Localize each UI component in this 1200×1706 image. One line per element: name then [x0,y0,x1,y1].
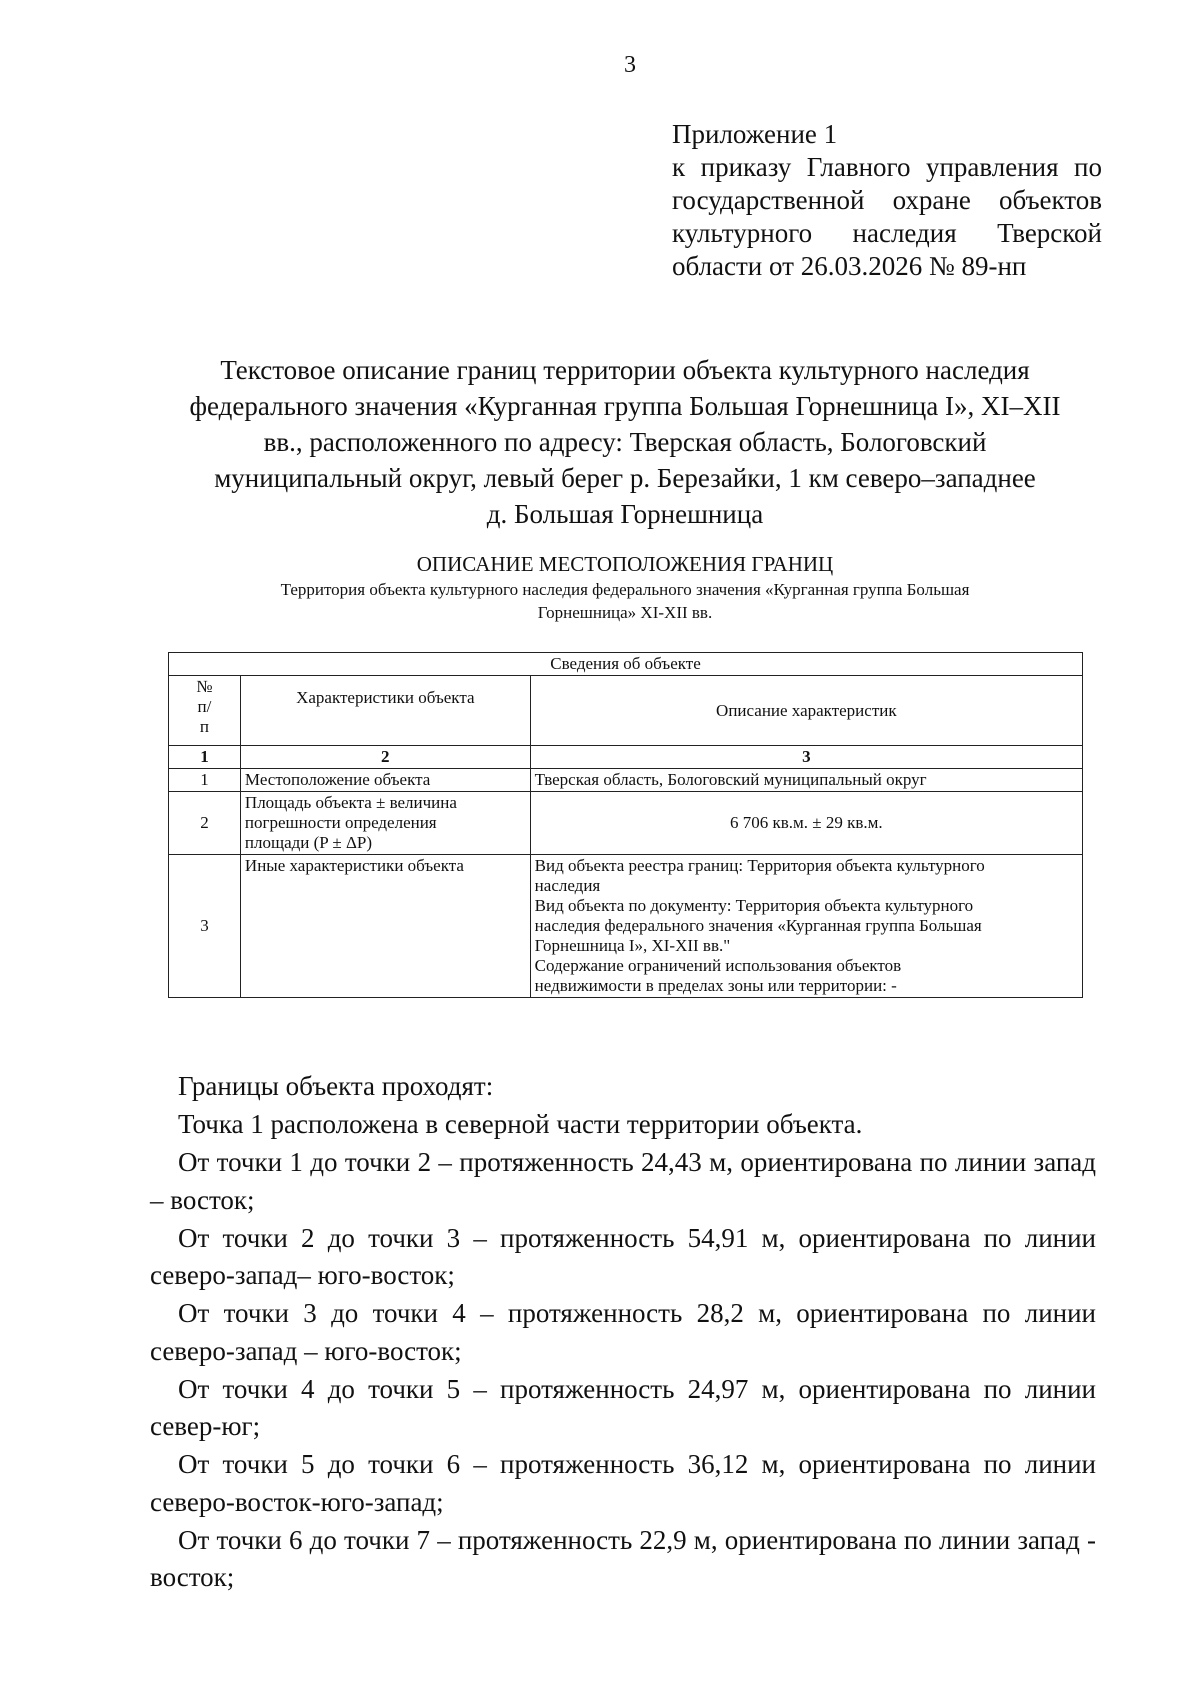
row-value [530,855,1082,998]
row-name-line: погрешности определения [244,813,437,832]
row-number: 3 [169,855,241,998]
row-value-line: Вид объекта по документу: Территория объекта культурного [534,896,974,915]
heading-line: федерального значения «Курганная группа Большая Горнешница I», XI–XII [189,391,1061,421]
section-caps-title: ОПИСАНИЕ МЕСТОПОЛОЖЕНИЯ ГРАНИЦ [416,552,834,576]
table-index-row [169,746,1083,769]
paragraph: Точка 1 расположена в северной части территории объекта. [178,1109,863,1139]
table-row [169,792,1083,855]
table-header-row [169,676,1083,746]
row-number: 2 [169,792,241,855]
row-value-line: Содержание ограничений использования объектов [534,956,902,975]
header-description: Описание характеристик [530,676,1082,746]
index-cell: 2 [240,746,530,769]
object-info-table [168,652,1083,998]
table-row [169,769,1083,792]
index-cell: 1 [169,746,241,769]
index-cell: 3 [530,746,1082,769]
row-value: 6 706 кв.м. ± 29 кв.м. [530,792,1082,855]
page-number: 3 [624,52,636,78]
paragraph: От точки 1 до точки 2 – протяженность 24,43 м, ориентирована по линии запад – восток; [150,1147,1096,1215]
heading-line: вв., расположенного по адресу: Тверская область, Бологовский [263,427,987,457]
row-value-line: Горнешница I», XI-XII вв." [534,936,731,955]
paragraph: От точки 4 до точки 5 – протяженность 24,97 м, ориентирована по линии север-юг; [150,1373,1096,1441]
paragraph: От точки 2 до точки 3 – протяженность 54,91 м, ориентирована по линии северо-запад– юго-восток; [150,1222,1096,1290]
section-subtitle-line: Территория объекта культурного наследия федерального значения «Курганная группа Большая [280,580,970,599]
paragraph: От точки 3 до точки 4 – протяженность 28,2 м, ориентирована по линии северо-запад – юго-восток; [150,1298,1096,1366]
appendix-title: Приложение 1 [672,119,838,149]
paragraph: Границы объекта проходят: [178,1071,494,1101]
appendix-block [672,118,1102,283]
row-number: 1 [169,769,241,792]
section-subtitle-line: Горнешница» XI-XII вв. [537,603,713,622]
header-number-part: п [199,717,210,736]
appendix-body: к приказу Главного управления по государственной охране объектов культурного наследия Тверской области от 26.03.2026 № 89-нп [672,152,1102,281]
paragraph: От точки 5 до точки 6 – протяженность 36,12 м, ориентирована по линии северо-восток-юго-запад; [150,1449,1096,1517]
table-caption-row [169,653,1083,676]
heading-line: д. Большая Горнешница [486,499,764,529]
header-number [169,676,241,746]
heading-line: Текстовое описание границ территории объекта культурного наследия [220,355,1030,385]
row-value-line: наследия [534,876,601,895]
row-name [240,792,530,855]
row-value-line: Вид объекта реестра границ: Территория объекта культурного [534,856,985,875]
heading-line: муниципальный округ, левый берег р. Березайки, 1 км северо–западнее [214,463,1036,493]
boundary-text [150,1068,1096,1597]
header-number-part: п/ [197,697,212,716]
row-value-line: недвижимости в пределах зоны или территории: - [534,976,897,995]
paragraph: От точки 6 до точки 7 – протяженность 22,9 м, ориентирована по линии запад - восток; [150,1524,1096,1592]
boundary-description-heading [150,550,1100,624]
document-heading [150,352,1100,532]
table-caption: Сведения об объекте [169,653,1083,676]
row-name-line: Площадь объекта ± величина [244,793,457,812]
row-name: Местоположение объекта [240,769,530,792]
row-value: Тверская область, Бологовский муниципальный округ [530,769,1082,792]
table-row [169,855,1083,998]
row-name-line: площади (P ± ΔP) [244,833,372,852]
header-characteristics: Характеристики объекта [240,676,530,746]
row-name: Иные характеристики объекта [240,855,530,998]
row-value-line: наследия федерального значения «Курганная группа Большая [534,916,982,935]
header-number-part: № [196,677,213,696]
